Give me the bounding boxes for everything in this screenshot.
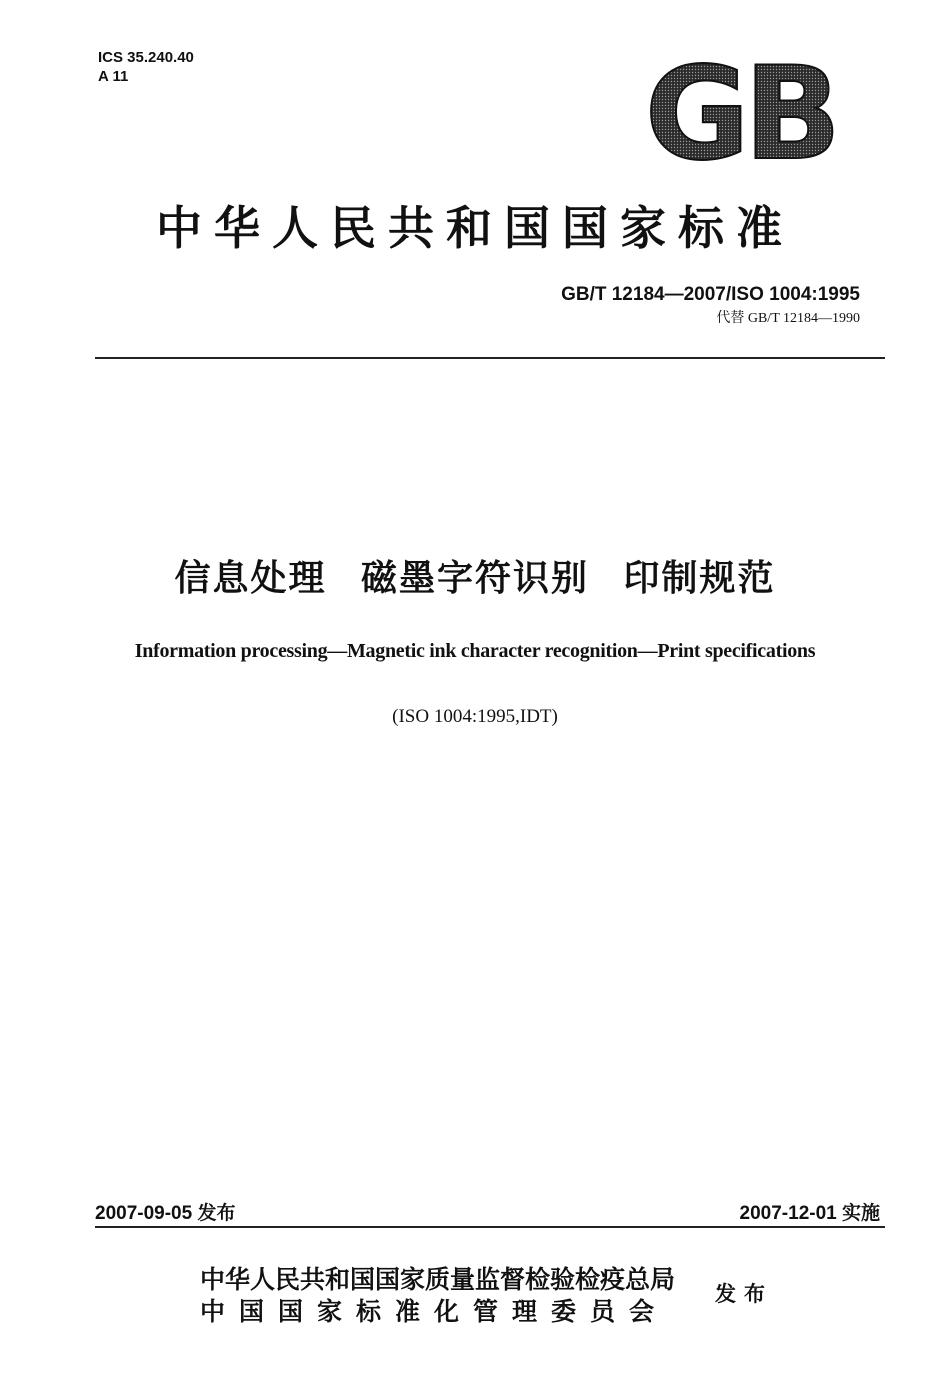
- implementation-date: 2007-12-01 实施: [739, 1203, 880, 1224]
- english-title: Information processing—Magnetic ink character recognition—Print specifications: [134, 640, 816, 662]
- publish-date: 2007-09-05 发布: [95, 1203, 236, 1224]
- footer-divider: [95, 1226, 885, 1228]
- chinese-title: 信息处理 磁墨字符识别 印制规范: [174, 558, 776, 599]
- issuer-sac: 中国国家标准化管理委员会: [200, 1297, 669, 1326]
- standard-number: GB/T 12184—2007/ISO 1004:1995: [561, 284, 860, 305]
- svg-text:GB: GB: [644, 62, 836, 164]
- replaces-standard: 代替 GB/T 12184—1990: [716, 311, 860, 326]
- ccs-code: A 11: [98, 68, 129, 85]
- header-divider: [95, 357, 885, 359]
- classification-block: [98, 48, 194, 86]
- ics-code: ICS 35.240.40: [98, 49, 194, 66]
- national-standard-title: 中华人民共和国国家标准: [156, 201, 794, 255]
- gb-logo-icon: [640, 62, 840, 164]
- issuer-aqsiq: 中华人民共和国国家质量监督检验检疫总局: [200, 1265, 676, 1294]
- gb-logo: [640, 62, 840, 164]
- iso-equivalence: (ISO 1004:1995,IDT): [392, 706, 558, 727]
- issue-label: 发布: [715, 1282, 773, 1306]
